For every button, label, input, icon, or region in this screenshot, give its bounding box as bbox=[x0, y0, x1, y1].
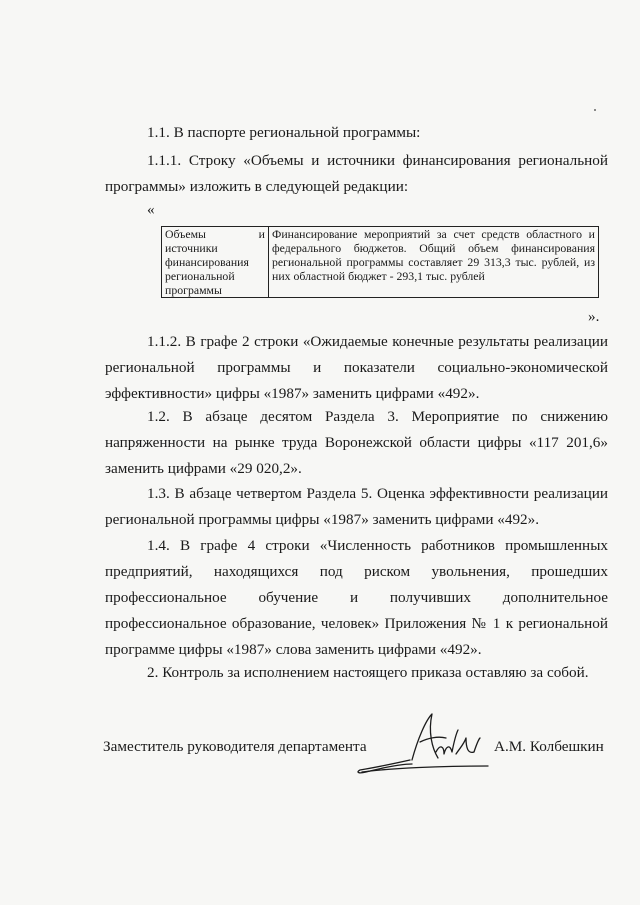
section-2: 2. Контроль за исполнением настоящего приказа оставляю за собой. bbox=[147, 664, 589, 681]
section-1-3: 1.3. В абзаце четвертом Раздела 5. Оценка эффективности реализации региональной программы цифры «1987» заменить цифрами «492». bbox=[105, 485, 608, 528]
signatory-name: А.М. Колбешкин bbox=[494, 738, 604, 755]
section-1-2: 1.2. В абзаце десятом Раздела 3. Мероприятие по снижению напряженности на рынке труда Воронежской области цифры «117 201,6» заменить цифрами «29 020,2». bbox=[105, 408, 608, 477]
table-label-cell: Объемы и источники финансирования региональной программы bbox=[162, 227, 269, 298]
close-quote: ». bbox=[588, 308, 600, 325]
table-content-cell: Финансирование мероприятий за счет средств областного и федерального бюджетов. Общий объем финансирования региональной программы составляет 29 313,3 тыс. рублей, из них областной бюджет - 293,1 тыс. рублей bbox=[269, 227, 599, 298]
section-1-1: 1.1. В паспорте региональной программы: bbox=[147, 124, 421, 141]
signatory-position: Заместитель руководителя департамента bbox=[103, 738, 367, 755]
handwritten-signature bbox=[352, 708, 492, 778]
section-1-1-2: 1.1.2. В графе 2 строки «Ожидаемые конечные результаты реализации региональной программы и показатели социально-экономической эффективности» цифры «1987» заменить цифрами «492». bbox=[105, 333, 608, 402]
section-1-4: 1.4. В графе 4 строки «Численность работников промышленных предприятий, находящихся под риском увольнения, прошедших профессиональное обучение и получивших дополнительное профессиональное образование, человек» Приложения № 1 к региональной программе цифры «1987» слова заменить цифрами «492». bbox=[105, 537, 608, 658]
section-1-1-1: 1.1.1. Строку «Объемы и источники финансирования региональной программы» изложить в следующей редакции: bbox=[105, 152, 608, 195]
financing-table bbox=[161, 226, 599, 298]
scan-speck bbox=[594, 109, 596, 111]
open-quote: « bbox=[147, 201, 155, 218]
table-row bbox=[162, 227, 599, 298]
